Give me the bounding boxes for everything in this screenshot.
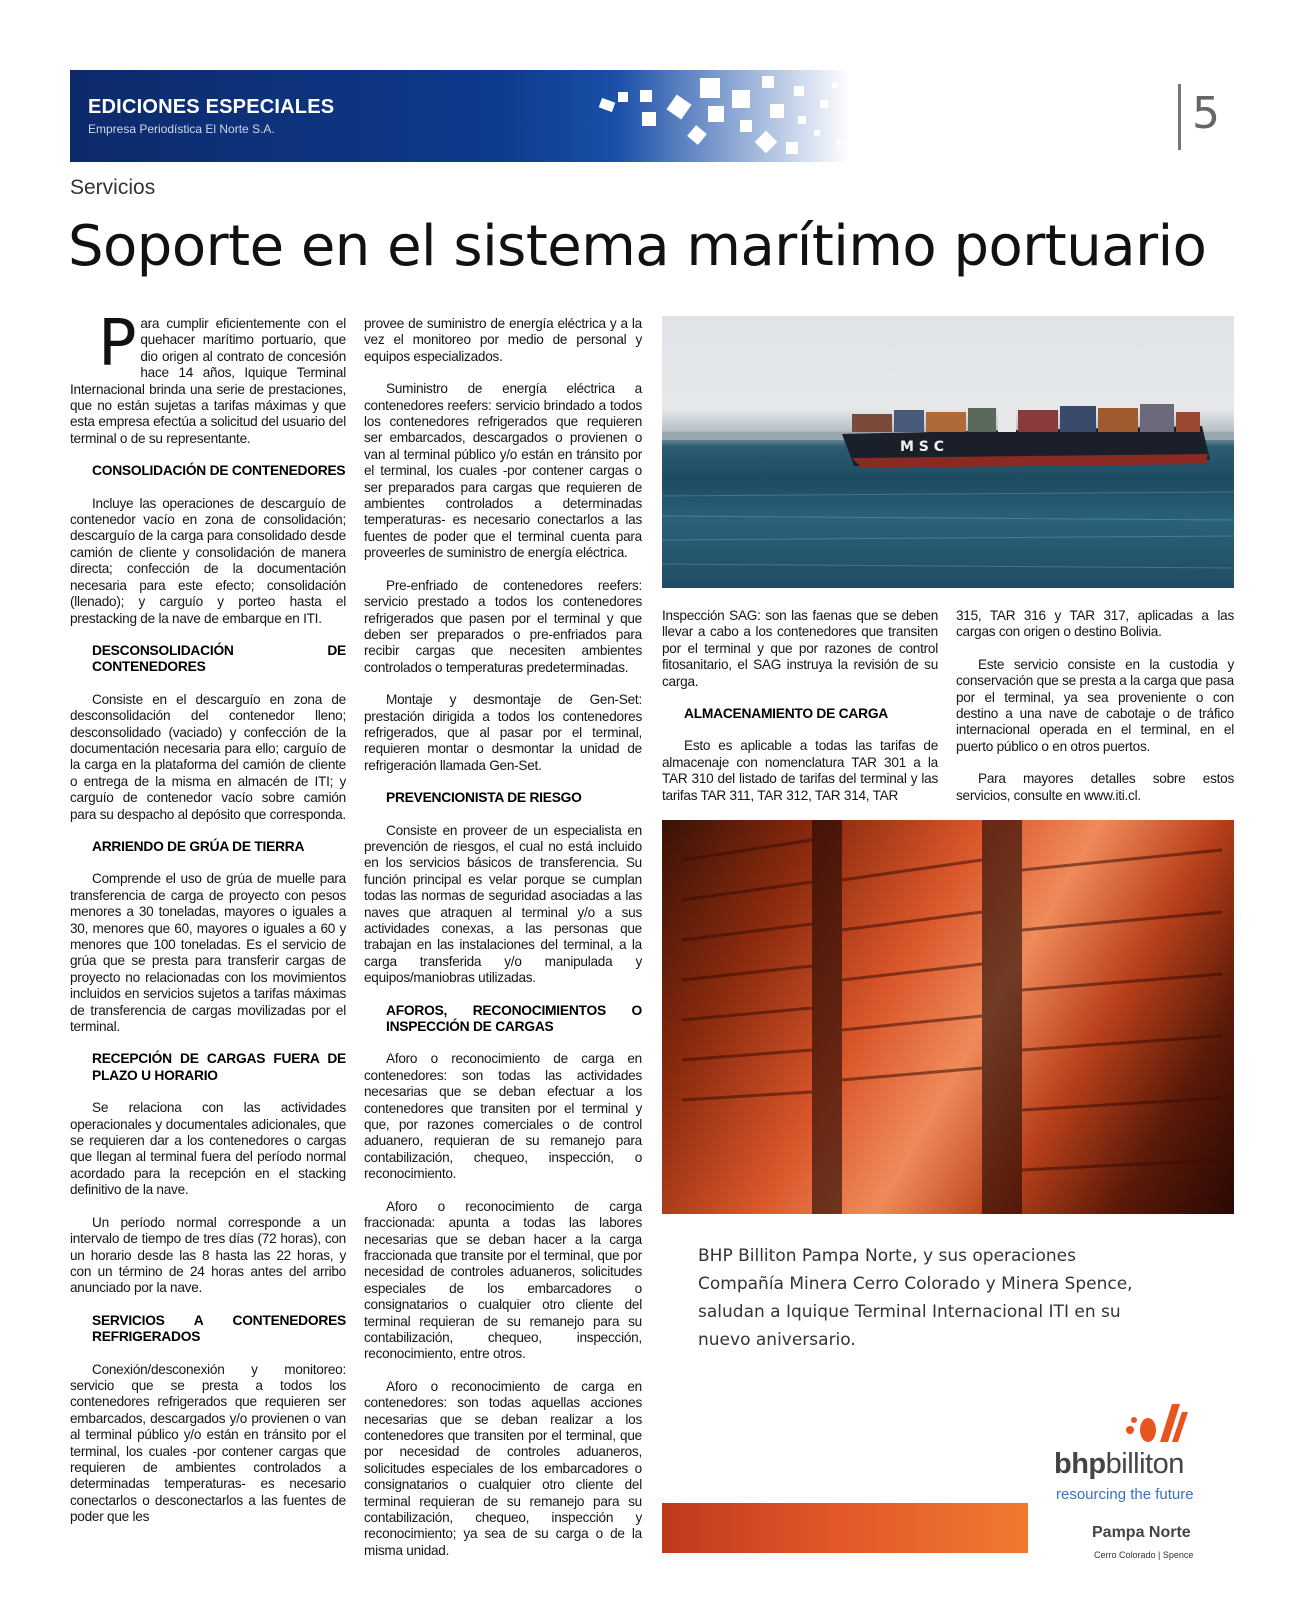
ad-color-bar xyxy=(662,1503,1028,1553)
article-column-2 xyxy=(364,316,642,1575)
article-column-3 xyxy=(662,608,938,820)
paragraph: Incluye las operaciones de descarguío de contenedor vacío en zona de consolidación; descarguío de la carga para consolidado desde camión de cliente y consolidación de manera directa; confección de la documentación necesaria para este efecto; consolidación (llenado); y carguío y porteo hasta el prestacking de la nave de embarque en ITI. xyxy=(70,495,346,626)
paragraph: Consiste en proveer de un especialista en prevención de riesgos, el cual no está incluido en los servicios básicos de transferencia. Su función principal es velar porque se cumplan todas las normas de seguridad asociadas a las naves que atraquen al terminal y/o a sus actividades conexas, a las personas que trabajan en las instalaciones del terminal, a la carga transferida y/o manipulada y equipos/maniobras utilizadas. xyxy=(364,822,642,986)
copper-cathodes-photo xyxy=(662,820,1234,1214)
intro-text: ara cumplir eficientemente con el quehacer marítimo portuario, que dio origen al contrato de concesión hace 14 años, Iquique Terminal Internacional brinda una serie de prestaciones, que no están sujetas a tarifas máximas y que esta empresa efectúa a solicitud del usuario del terminal o de su representante. xyxy=(70,316,346,446)
paragraph: 315, TAR 316 y TAR 317, aplicadas a las cargas con origen o destino Bolivia. xyxy=(956,608,1234,640)
ship-illustration xyxy=(662,316,1234,588)
page-number-divider xyxy=(1178,84,1181,150)
paragraph: Aforo o reconocimiento de carga fraccionada: apunta a todas las labores necesarias que se deban hacer a la carga fraccionada que transite por el terminal, que por necesidad de controles aduaneros, solicitudes especiales de los embarcadores o consignatarios o cualquier otro cliente del terminal requieran de su remanejo para su contabilización, chequeo, inspección, reconocimiento, entre otros. xyxy=(364,1198,642,1362)
paragraph: Inspección SAG: son las faenas que se deben llevar a cabo a los contenedores que transiten por el terminal y que por razones de control fitosanitario, el SAG instruya la revisión de su carga. xyxy=(662,608,938,689)
section-label: Servicios xyxy=(70,176,156,199)
paragraph: Un período normal corresponde a un intervalo de tiempo de tres días (72 horas), con un horario desde las 8 hasta las 22 horas, y con un término de 24 horas antes del arribo anunciado por la nave. xyxy=(70,1214,346,1296)
subhead-recepcion-cargas: RECEPCIÓN DE CARGAS FUERA DE PLAZO U HORARIO xyxy=(92,1051,346,1083)
drop-cap: P xyxy=(98,307,137,381)
intro-paragraph xyxy=(70,307,346,447)
bhp-billiton-logo xyxy=(1054,1448,1184,1481)
paragraph: Este servicio consiste en la custodia y conservación que se presta a la carga que pasa por el terminal, ya sea proveniente o con destino a una nave de cabotaje o de tráfico internacional operada en el terminal, en el puerto público o en otros puertos. xyxy=(956,656,1234,754)
copper-stacks-illustration xyxy=(662,820,1234,1214)
article-column-4 xyxy=(956,608,1234,820)
paragraph: Comprende el uso de grúa de muelle para transferencia de carga de proyecto con pesos menores a 30 toneladas, mayores o iguales a 30, menores que 60, mayores o iguales a 60 y menores que 100 toneladas. Es el servicio de grúa que se presta para transferir cargas de proyecto no relacionadas con los movimientos incluidos en servicios sujetos a tarifas máximas de transferencia de cargas movilizadas por el terminal. xyxy=(70,871,346,1035)
header-banner xyxy=(70,70,850,162)
subhead-prevencionista: PREVENCIONISTA DE RIESGO xyxy=(386,790,582,806)
logo-thin-text: billiton xyxy=(1105,1448,1184,1480)
container-ship-photo xyxy=(662,316,1234,588)
subhead-arriendo-grua: ARRIENDO DE GRÚA DE TIERRA xyxy=(92,838,305,854)
page-number: 5 xyxy=(1192,88,1220,139)
paragraph: Conexión/desconexión y monitoreo: servicio que se presta a todos los contenedores refrigerados que requieren ser embarcados, descargados y/o provienen o van al terminal público y/o están en tránsito por el terminal, los cuales -por contener cargas que requieren de ambientes controlados a determinadas temperaturas- es necesario conectarlos o desconectarlos a las fuentes de poder que les xyxy=(70,1361,346,1525)
paragraph: Pre-enfriado de contenedores reefers: servicio prestado a todos los contenedores refrigerados que pasen por el terminal y que deben ser preparados o pre-enfriados para recibir cargas que necesiten ambientes controlados o temperaturas predeterminadas. xyxy=(364,577,642,675)
division-name: Pampa Norte xyxy=(1092,1524,1191,1541)
headline: Soporte en el sistema marítimo portuario xyxy=(68,214,1207,279)
division-subtitle: Cerro Colorado | Spence xyxy=(1094,1550,1194,1560)
ship-hull-text: M S C xyxy=(900,439,945,455)
subhead-consolidacion: CONSOLIDACIÓN DE CONTENEDORES xyxy=(92,463,346,479)
pixel-mosaic-decoration xyxy=(540,70,850,162)
paragraph: Suministro de energía eléctrica a contenedores reefers: servicio brindado a todos los contenedores refrigerados que requieren ser embarcados, descargados o provienen o van al terminal público y/o están en tránsito por el terminal, los cuales -por contener cargas o ser preparados para cargas que requieren de ambientes controlados a determinadas temperaturas- es necesario conectarlos a las fuentes de poder que el terminal cuenta para proveerles de suministro de energía eléctrica. xyxy=(364,381,642,561)
article-column-1 xyxy=(70,307,346,1542)
paragraph: Para mayores detalles sobre estos servicios, consulte en www.iti.cl. xyxy=(956,771,1234,803)
paragraph: Esto es aplicable a todas las tarifas de almacenaje con nomenclatura TAR 301 a la TAR 310 del listado de tarifas del terminal y las tarifas TAR 311, TAR 312, TAR 314, TAR xyxy=(662,738,938,803)
paragraph: Aforo o reconocimiento de carga en contenedores: son todas las actividades necesarias que se deban efectuar a los contenedores que transiten por el terminal y que, por razones comerciales o de control aduanero, requieran de su remanejo para contabilización, chequeo, inspección, o reconocimiento. xyxy=(364,1051,642,1182)
logo-tagline: resourcing the future xyxy=(1056,1486,1194,1503)
logo-bold-text: bhp xyxy=(1054,1448,1106,1480)
subhead-aforos: AFOROS, RECONOCIMIENTOS O INSPECCIÓN DE CARGAS xyxy=(386,1002,642,1035)
paragraph: Aforo o reconocimiento de carga en contenedores: son todas aquellas acciones necesarias que se deban realizar a los contenedores que transiten por el terminal, que por necesidad de controles aduaneros, solicitudes especiales de los embarcadores o consignatarios o cualquier otro cliente del terminal requieran de su remanejo para su contabilización, chequeo, inspección y reconocimiento; ya sea de su carga o de la misma unidad. xyxy=(364,1378,642,1558)
paragraph: Se relaciona con las actividades operacionales y documentales adicionales, que se requieren dar a los contenedores o cargas que llegan al terminal fuera del período normal acordado para la recepción en el stacking definitivo de la nave. xyxy=(70,1100,346,1198)
subhead-desconsolidacion: DESCONSOLIDACIÓN DE CONTENEDORES xyxy=(92,642,346,675)
paragraph: Consiste en el descarguío en zona de desconsolidación del contenedor lleno; desconsolidado (vaciado) y confección de la documentación necesaria para ello; carguío de la carga en la plataforma del camión de cliente o entrega de la misma en almacén de ITI; y carguío de contenedor vacío sobre camión para su despacho al depósito que corresponda. xyxy=(70,691,346,822)
bhp-logo-icon xyxy=(1124,1400,1188,1446)
ad-caption: BHP Billiton Pampa Norte, y sus operaciones Compañía Minera Cerro Colorado y Minera Spence, saludan a Iquique Terminal Internacional ITI en su nuevo aniversario. xyxy=(698,1246,1133,1350)
subhead-contenedores-refrigerados: SERVICIOS A CONTENEDORES REFRIGERADOS xyxy=(92,1312,346,1345)
subhead-almacenamiento: ALMACENAMIENTO DE CARGA xyxy=(684,706,889,722)
paragraph: provee de suministro de energía eléctrica y a la vez el monitoreo por medio de personal y equipos especializados. xyxy=(364,316,642,364)
banner-subtitle: Empresa Periodística El Norte S.A. xyxy=(88,122,275,136)
banner-title: EDICIONES ESPECIALES xyxy=(88,96,335,118)
paragraph: Montaje y desmontaje de Gen-Set: prestación dirigida a todos los contenedores refrigerados, que al pasar por el terminal, requieren montar o desmontar la unidad de refrigeración llamada Gen-Set. xyxy=(364,692,642,773)
